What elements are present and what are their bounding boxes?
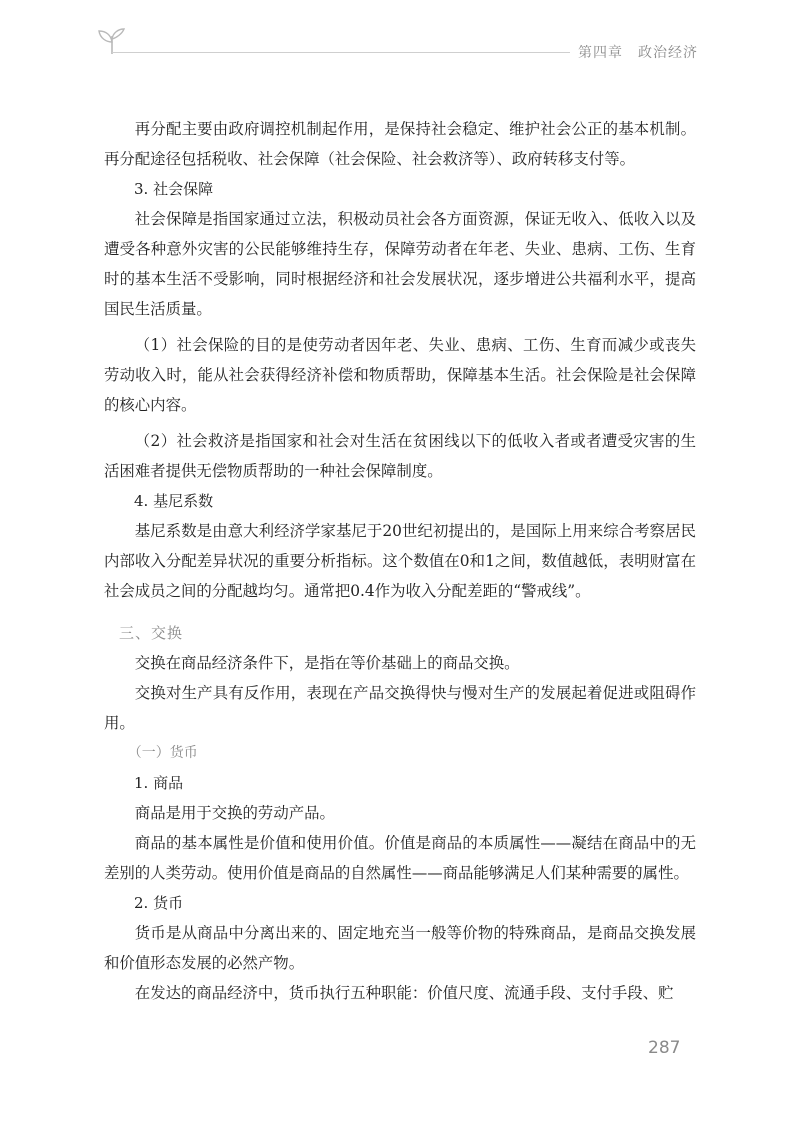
- body-paragraph: 基尼系数是由意大利经济学家基尼于20世纪初提出的，是国际上用来综合考察居民内部收入分配差异状况的重要分析指标。这个数值在0和1之间，数值越低，表明财富在社会成员之间的分配越均匀。通常把0.4作为收入分配差距的“警戒线”。: [104, 522, 696, 600]
- page-body: [104, 114, 696, 1008]
- body-paragraph: 商品是用于交换的劳动产品。: [134, 804, 335, 822]
- subheading: 3. 社会保障: [134, 180, 214, 198]
- section-heading: 三、交换: [119, 624, 184, 642]
- page-number: 287: [648, 1038, 681, 1058]
- body-paragraph: （2）社会救济是指国家和社会对生活在贫困线以下的低收入者或者遭受灾害的生活困难者提供无偿物质帮助的一种社会保障制度。: [104, 432, 696, 480]
- body-paragraph: 货币是从商品中分离出来的、固定地充当一般等价物的特殊商品，是商品交换发展和价值形态发展的必然产物。: [104, 924, 696, 972]
- subheading: 1. 商品: [134, 774, 184, 792]
- header-rule: [112, 52, 570, 53]
- body-paragraph: 交换在商品经济条件下，是指在等价基础上的商品交换。: [134, 654, 520, 672]
- body-paragraph: 在发达的商品经济中，货币执行五种职能：价值尺度、流通手段、支付手段、贮: [134, 984, 674, 1002]
- subheading: 4. 基尼系数: [134, 492, 214, 510]
- body-paragraph: 社会保障是指国家通过立法，积极动员社会各方面资源，保证无收入、低收入以及遭受各种意外灾害的公民能够维持生存，保障劳动者在年老、失业、患病、工伤、生育时的基本生活不受影响，同时根据经济和社会发展状况，逐步增进公共福利水平，提高国民生活质量。: [104, 210, 696, 318]
- chapter-title: 第四章 政治经济: [578, 45, 698, 61]
- subheading: 2. 货币: [134, 894, 184, 912]
- page-header: [0, 0, 800, 80]
- body-paragraph: （1）社会保险的目的是使劳动者因年老、失业、患病、工伤、生育而减少或丧失劳动收入时，能从社会获得经济补偿和物质帮助，保障基本生活。社会保险是社会保障的核心内容。: [104, 336, 696, 414]
- body-paragraph: 交换对生产具有反作用，表现在产品交换得快与慢对生产的发展起着促进或阻碍作用。: [104, 684, 696, 732]
- body-paragraph: 商品的基本属性是价值和使用价值。价值是商品的本质属性——凝结在商品中的无差别的人类劳动。使用价值是商品的自然属性——商品能够满足人们某种需要的属性。: [104, 834, 696, 882]
- body-paragraph: 再分配主要由政府调控机制起作用，是保持社会稳定、维护社会公正的基本机制。再分配途径包括税收、社会保障（社会保险、社会救济等）、政府转移支付等。: [104, 120, 696, 168]
- subsection-heading: （一）货币: [127, 745, 198, 761]
